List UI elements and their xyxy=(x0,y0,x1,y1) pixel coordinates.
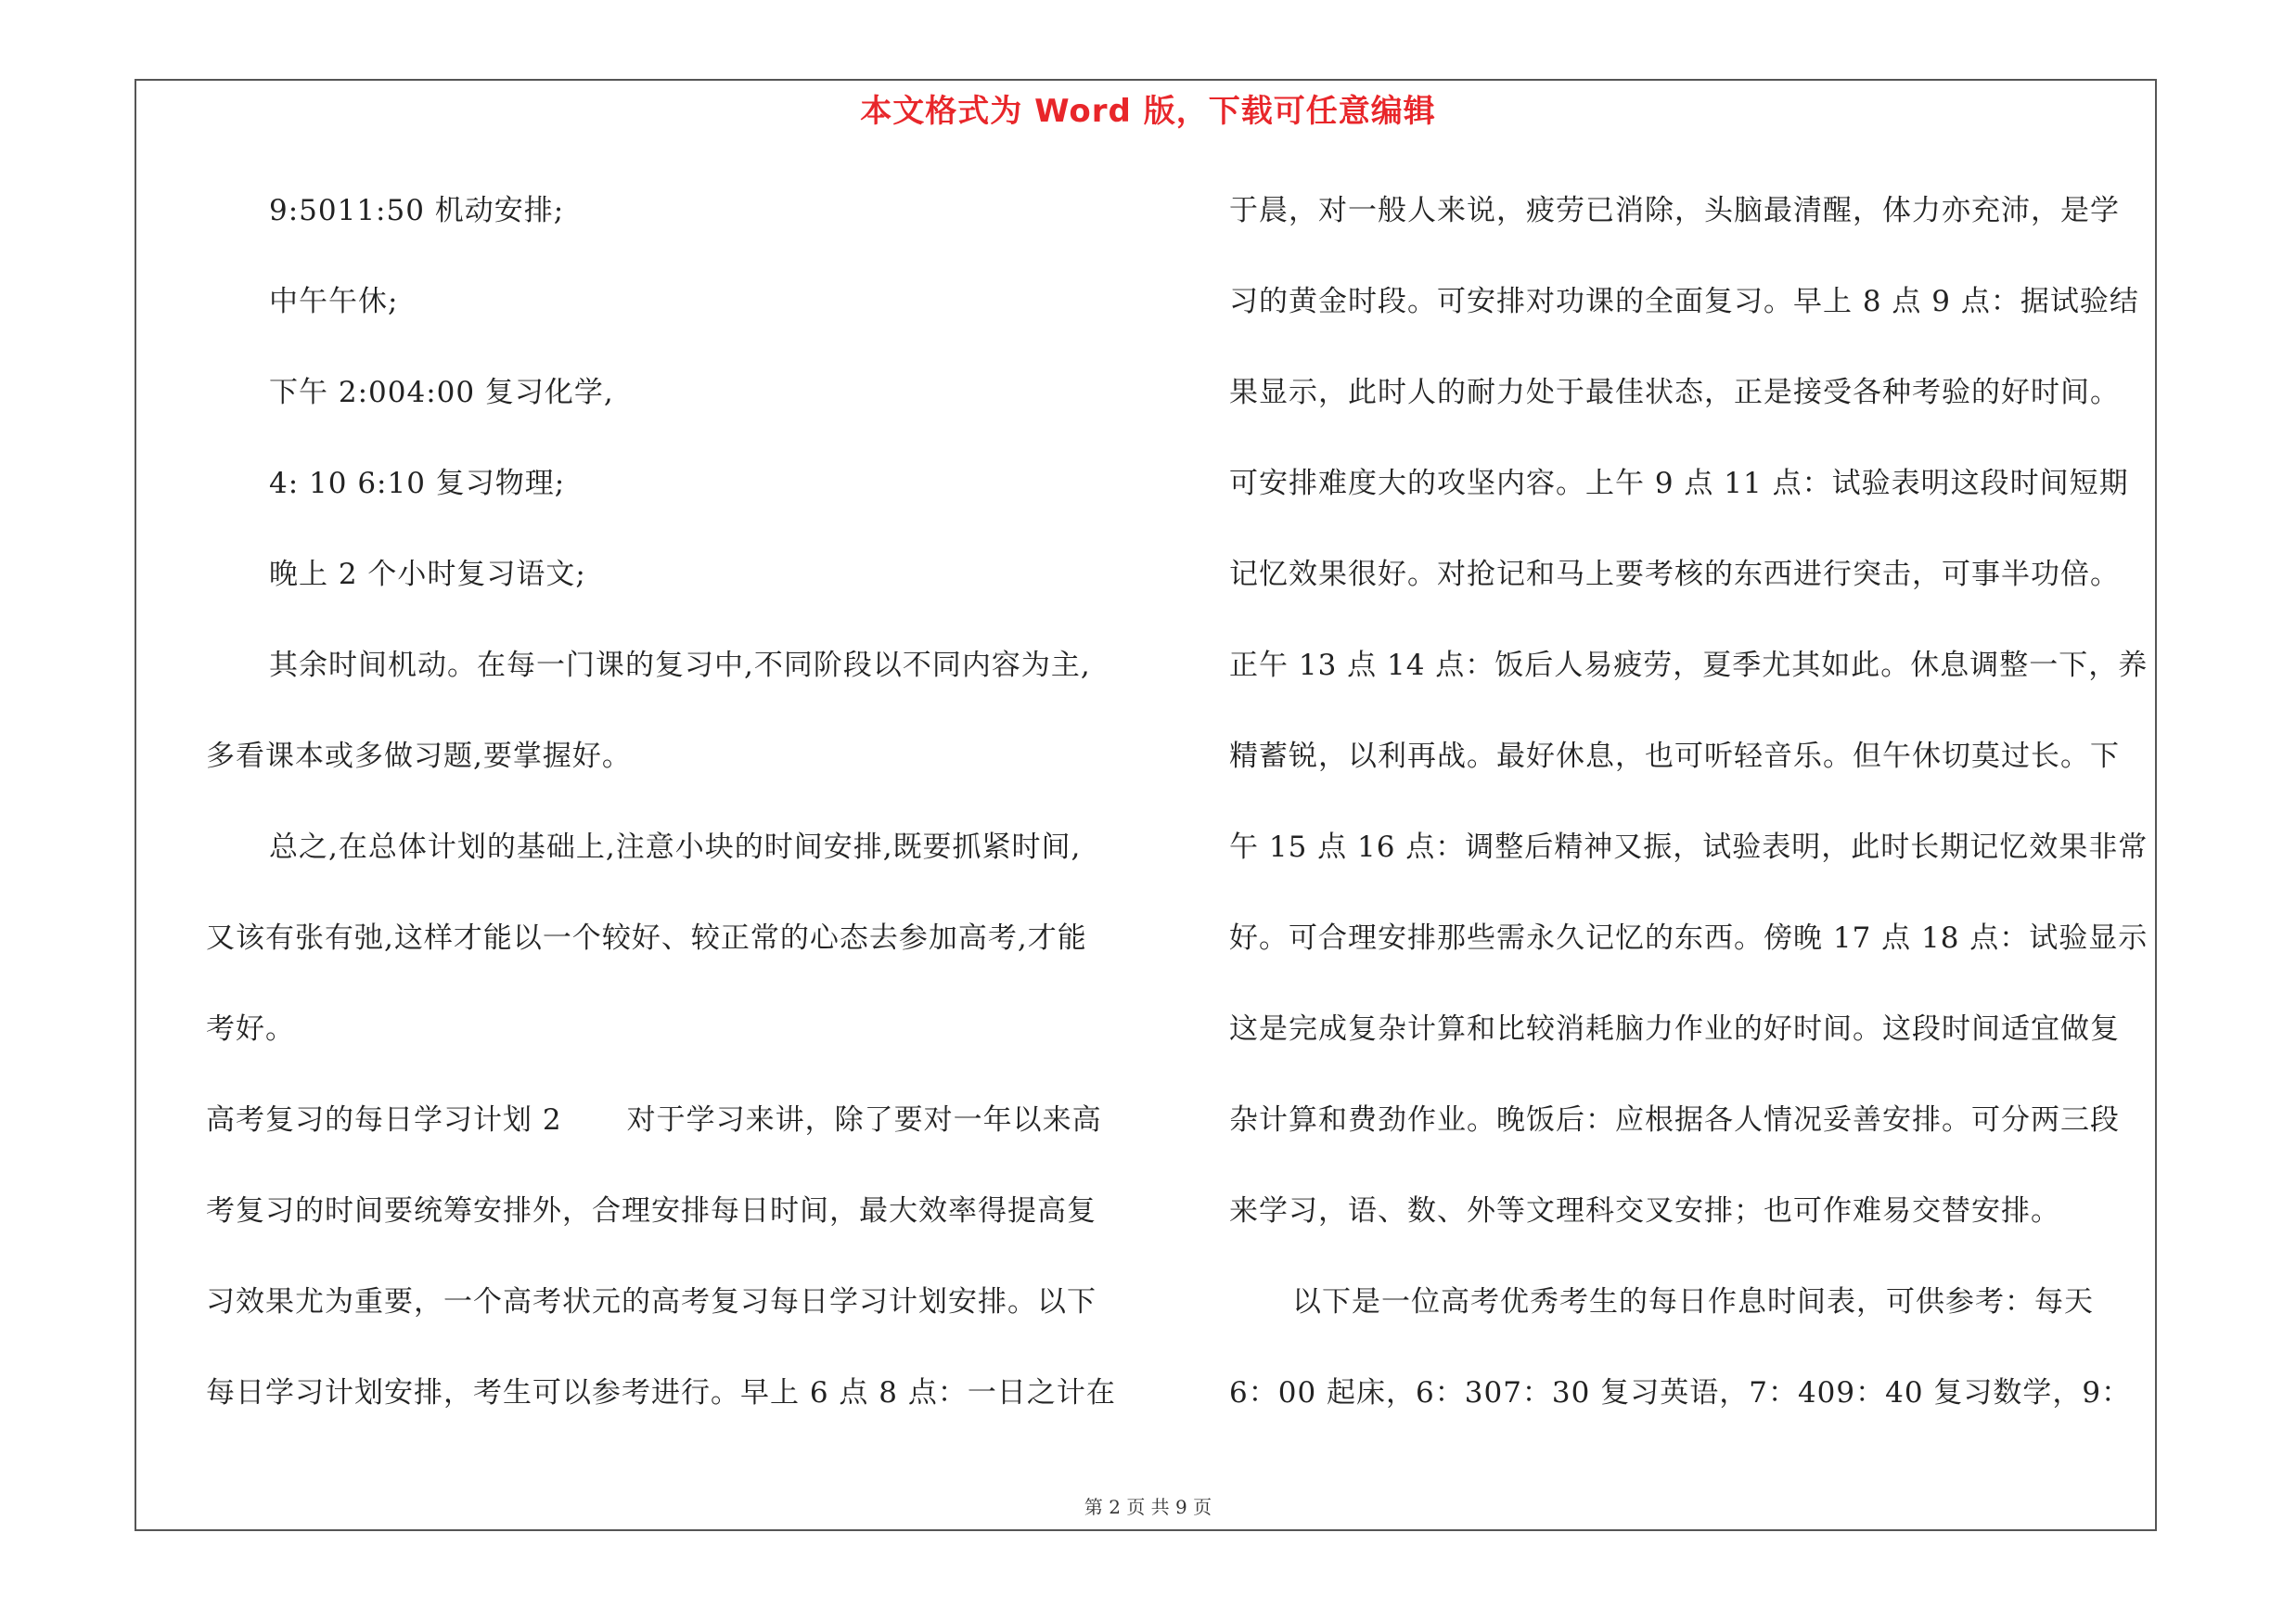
left-column xyxy=(206,181,1148,1454)
text-line: 晚上 2 个小时复习语文; xyxy=(269,558,586,591)
text-line: 6：00 起床，6：307：30 复习英语，7：409：40 复习数学，9： xyxy=(1229,1376,2132,1410)
text-line: 来学习，语、数、外等文理科交叉安排；也可作难易交替安排。 xyxy=(1229,1194,2060,1228)
text-line: 习的黄金时段。可安排对功课的全面复习。早上 8 点 9 点：据试验结 xyxy=(1229,285,2139,318)
text-line: 杂计算和费劲作业。晚饭后：应根据各人情况妥善安排。可分两三段 xyxy=(1229,1103,2120,1137)
text-line: 习效果尤为重要，一个高考状元的高考复习每日学习计划安排。以下 xyxy=(206,1285,1097,1319)
text-line: 其余时间机动。在每一门课的复习中,不同阶段以不同内容为主, xyxy=(269,649,1091,682)
section-heading: 高考复习的每日学习计划 2 xyxy=(206,1103,562,1137)
text-line: 以下是一位高考优秀考生的每日作息时间表，可供参考：每天 xyxy=(1292,1285,2094,1319)
text-line: 9:5011:50 机动安排; xyxy=(269,194,565,227)
text-line: 考好。 xyxy=(206,1012,295,1046)
text-line: 中午午休; xyxy=(269,285,399,318)
text-line: 这是完成复杂计算和比较消耗脑力作业的好时间。这段时间适宜做复 xyxy=(1229,1012,2120,1046)
text-line: 午 15 点 16 点：调整后精神又振，试验表明，此时长期记忆效果非常 xyxy=(1229,831,2148,864)
text-line: 总之,在总体计划的基础上,注意小块的时间安排,既要抓紧时间, xyxy=(269,831,1082,864)
text-line: 于晨，对一般人来说，疲劳已消除，头脑最清醒，体力亦充沛，是学 xyxy=(1229,194,2120,227)
text-line: 又该有张有弛,这样才能以一个较好、较正常的心态去参加高考,才能 xyxy=(206,921,1087,955)
text-line: 每日学习计划安排，考生可以参考进行。早上 6 点 8 点：一日之计在 xyxy=(206,1376,1116,1410)
text-line: 可安排难度大的攻坚内容。上午 9 点 11 点：试验表明这段时间短期 xyxy=(1229,467,2129,500)
text-line: 多看课本或多做习题,要掌握好。 xyxy=(206,740,632,773)
text-line: 考复习的时间要统筹安排外，合理安排每日时间，最大效率得提高复 xyxy=(206,1194,1097,1228)
text-line: 好。可合理安排那些需永久记忆的东西。傍晚 17 点 18 点：试验显示 xyxy=(1229,921,2148,955)
section-heading-line xyxy=(206,1090,1148,1181)
text-line: 果显示，此时人的耐力处于最佳状态，正是接受各种考验的好时间。 xyxy=(1229,376,2120,409)
text-line: 正午 13 点 14 点：饭后人易疲劳，夏季尤其如此。休息调整一下，养 xyxy=(1229,649,2148,682)
section-intro: 对于学习来讲，除了要对一年以来高 xyxy=(626,1103,1102,1137)
page-number: 第 2 页 共 9 页 xyxy=(1084,1496,1212,1518)
text-line: 记忆效果很好。对抢记和马上要考核的东西进行突击，可事半功倍。 xyxy=(1229,558,2120,591)
format-banner: 本文格式为 Word 版，下载可任意编辑 xyxy=(860,93,1436,130)
text-line: 下午 2:004:00 复习化学, xyxy=(269,376,614,409)
text-line: 4: 10 6:10 复习物理; xyxy=(269,467,566,500)
right-column xyxy=(1229,181,2199,1454)
text-line: 精蓄锐，以利再战。最好休息，也可听轻音乐。但午休切莫过长。下 xyxy=(1229,740,2120,773)
